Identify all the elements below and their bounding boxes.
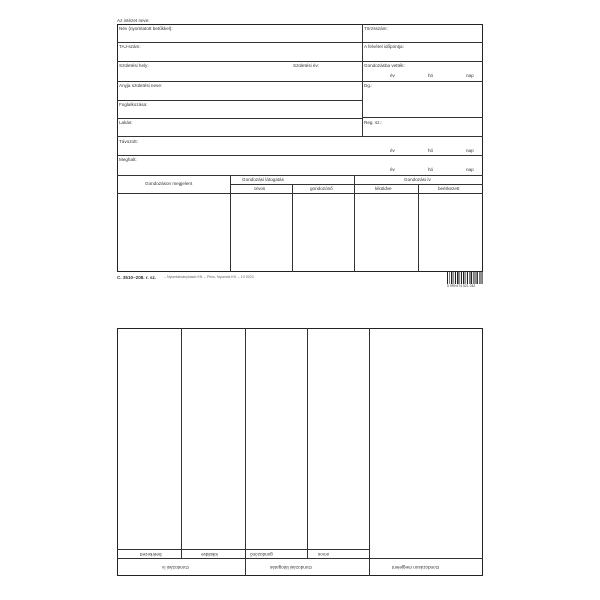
col-line <box>418 184 419 272</box>
nap-label: nap <box>466 73 474 78</box>
col-line <box>230 175 231 272</box>
col-line <box>369 328 370 576</box>
row-line <box>117 193 483 194</box>
row-line <box>117 136 483 137</box>
institute-caption: Az intézet neve: <box>117 18 150 23</box>
footer-text: – Nyomtatványkiadó Kft. – Pécs, Nyomda Kft. – 10 0023 <box>164 275 254 279</box>
table-header-received: beérkezett <box>438 186 460 191</box>
name-label: Név (nyomtatott betűkkel): <box>119 26 173 31</box>
table-header-doctor: orvos <box>254 186 266 191</box>
barcode-icon <box>447 272 483 284</box>
address-label: Lakás: <box>119 120 133 125</box>
col-line <box>307 328 308 558</box>
nap-label: nap <box>466 167 474 172</box>
diagnosis-label: Dg.: <box>364 83 373 88</box>
id-number-label: Törzsszám: <box>364 26 388 31</box>
ev-label: év <box>390 73 395 78</box>
bottom-header-received: beérkezett <box>140 552 162 557</box>
row-line <box>362 117 483 118</box>
row-line <box>117 42 483 43</box>
ev-label: év <box>390 167 395 172</box>
died-label: Meghalt: <box>119 157 137 162</box>
left-label: Távozott: <box>119 139 138 144</box>
table-header-visit-group: Gondozási látogatás <box>242 177 284 182</box>
col-line <box>354 175 355 272</box>
row-line <box>117 558 483 559</box>
birth-date-label: Születési év: <box>293 63 320 68</box>
bottom-header-visit-group: Gondozási látogatás <box>270 565 312 570</box>
table-header-appeared: Gondozáson megjelent <box>145 181 193 186</box>
col-line <box>245 328 246 576</box>
row-line <box>117 175 483 176</box>
row-line <box>117 549 369 550</box>
col-line <box>181 328 182 558</box>
taj-label: TAJ-szám: <box>119 44 141 49</box>
ev-label: év <box>390 148 395 153</box>
table-header-nurse: gondozónő <box>310 186 333 191</box>
bottom-header-sheet-group: Gondozási ív <box>162 565 189 570</box>
col-line <box>362 24 363 136</box>
row-line <box>117 61 483 62</box>
col-line <box>292 184 293 272</box>
care-taken-label: Gondozásba vették: <box>364 63 405 68</box>
row-line <box>117 118 362 119</box>
ho-label: hó <box>428 73 434 78</box>
mother-name-label: Anyja születési neve: <box>119 83 163 88</box>
ho-label: hó <box>428 167 434 172</box>
ho-label: hó <box>428 148 434 153</box>
row-line <box>117 155 483 156</box>
row-line <box>117 100 362 101</box>
footer-code: C. 3510–208. r. sz. <box>117 275 157 280</box>
bottom-header-appeared: Gondozáson megjelent <box>392 565 440 570</box>
bottom-form-frame <box>117 328 483 576</box>
birth-place-label: Születési hely: <box>119 63 149 68</box>
bottom-header-nurse: gondozónő <box>250 552 273 557</box>
occupation-label: Foglalkozása: <box>119 102 148 107</box>
nap-label: nap <box>466 148 474 153</box>
table-header-sent: kiküldve <box>375 186 392 191</box>
bottom-header-sent: kiküldve <box>201 552 218 557</box>
admission-time-label: A felvétel időpontja: <box>364 44 404 49</box>
bottom-header-doctor: orvos <box>318 552 330 557</box>
reg-no-label: Reg. sz.: <box>364 120 383 125</box>
row-line <box>230 184 483 185</box>
barcode-number: 5 999 674 521 242 <box>447 284 476 288</box>
table-header-sheet-group: Gondozási ív <box>404 177 431 182</box>
row-line <box>117 81 483 82</box>
